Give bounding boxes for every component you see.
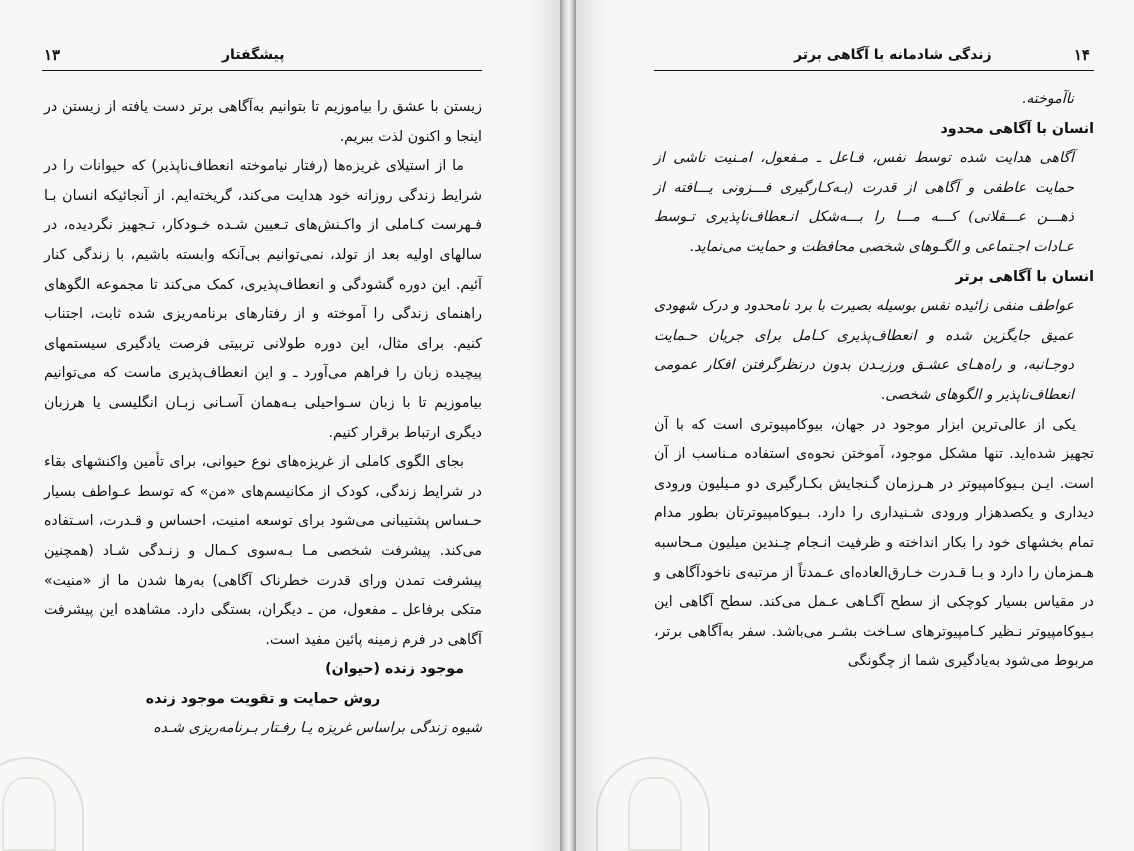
binding-shadow	[576, 0, 606, 851]
left-running-header	[42, 42, 482, 71]
right-running-header	[654, 42, 1094, 71]
italic-paragraph: عواطف منفی زائیده نفس بوسیله بصیرت با برد نامحدود و درک شهودی عمیق جایگزین شده و انعطاف‌پذیری کـامل برای جریان حـمایت دوجـانبه، و راه‌هـای عشـق ورزیـدن بدون درنظرگرفتن افکار عمومی انعطاف‌ناپذیر و الگوهای شخصی.	[654, 298, 1074, 403]
paragraph: زیستن با عشق را بیاموزیم تا بتوانیم به‌آگاهی برتر دست یافته از زیستن در اینجا و اکنون لذت ببریم.	[44, 99, 482, 145]
right-page	[576, 0, 1134, 851]
left-page-number: ۱۳	[44, 46, 61, 64]
right-body-text	[654, 85, 1094, 677]
left-body-text	[44, 93, 482, 744]
binding-shadow	[530, 0, 560, 851]
library-stamp-watermark	[596, 757, 710, 851]
library-stamp-watermark	[0, 757, 84, 851]
italic-paragraph: ناآموخته.	[1021, 91, 1074, 107]
section-heading: موجود زنده (حیوان)	[325, 661, 464, 678]
section-subheading: روش حمایت و تقویت موجود زنده	[145, 690, 381, 707]
section-heading: انسان با آگاهی محدود	[940, 120, 1094, 137]
paragraph: ما از استیلای غریزه‌ها (رفتار نیاموخته انعطاف‌ناپذیر) که حیوانات را در شرایط زندگی روزانه خود هدایت می‌کند، گریخته‌ایم. از آنجائیکه انسان بـا فـهرست کـاملی از واکـنش‌های تـعیین شـده خـودکار، تـجهیز نگردیده، در سالهای اولیه بعد از تولد، نمی‌توانیم بی‌آنکه وابسته باشیم، با زندگی کنار آئیم. این دوره گشودگی و انعطاف‌پذیری، کمک می‌کند تا مجموعه الگوهای راهنمای زندگی را آموخته و از رفتارهای برنامه‌ریزی شده ثابت، اجتناب کنیم. برای مثال، این دوره طولانی تربیتی فرصت یادگیری سیستمهای پیچیده زبان را فراهم می‌آورد ـ و این انعطاف‌پذیری ماست که می‌توانیم بیاموزیم تا با زبان سـواحیلی بـه‌همان آسـانی زبـان انگلیسی یا هرزبان دیگری ارتباط برقرار کنیم.	[44, 158, 482, 441]
paragraph: یکی از عالی‌ترین ابزار موجود در جهان، بیوکامپیوتری است که با آن تجهیز شده‌اید. تنها مشکل موجود، آموختن نحوه‌ی استفاده مـناسب از آن است. ایـن بـیوکامپیوتر در هـرزمان گـنجایش بکـارگیری دو مـیلیون ورودی دیداری و یکصدهزار ورودی شـنیداری را دارد. بـیوکامپیوترتان بطور مدام تمام بخشهای خود را بکار انداخته و ظرفیت انـجام چـندین میلیون مـحاسبه هـمزمان را دارد و بـا قـدرت خـارق‌العاده‌ای عـمدتاً از مرتبه‌ی ناخودآگاهی و در مقیاس بسیار کوچکی از سطح آگـاهی عـمل می‌کند. سطح آگاهی این بـیوکامپیوتر نـظیر کـامپیوترهای سـاخت بشـر می‌باشد. سفر به‌آگاهی برتر، مربوط می‌شود به‌یادگیری شما از چگونگی	[654, 416, 1094, 670]
italic-paragraph: آگاهی هدایت شده توسط نفس، فـاعل ـ مـفعول، امـنیت ناشی از حمایت عاطفی و آگاهی از قدرت (بـه‌کـارگیری فـــزونی یـــافته از ذهـــن عـــقلانی) کـــه مـــا را بـــه‌شکل انـعطاف‌ناپذیری تـوسط عـادات اجـتماعی و الگـوهای شخصی محافظت و حمایت می‌نماید.	[654, 150, 1074, 255]
left-running-title: پیشگفتار	[222, 47, 285, 63]
right-page-number: ۱۴	[1073, 46, 1090, 64]
book-spine-gutter	[560, 0, 576, 851]
left-page	[0, 0, 560, 851]
paragraph: بجای الگوی کاملی از غریزه‌های نوع حیوانی، برای تأمین واکنشهای بقاء در شرایط زندگی، کودک از مکانیسم‌های «من» که توسط عـواطف بسیار حـساس پشتیبانی می‌شود برای توسعه امنیت، احساس و قـدرت، اسـتفاده می‌کند. پیشرفت شخصی مـا بـه‌سوی کـمال و زنـدگی شـاد (همچنین پیشرفت تمدن ورای قدرت خطرناک آگاهی) به‌رها شدن ما از «منیت» متکی برفاعل ـ مفعول، من ـ دیگران، بستگی دارد. مشاهده این پیشرفت آگاهی در فرم زمینه پائین مفید است.	[44, 454, 482, 648]
right-running-title: زندگی شادمانه با آگاهی برتر	[794, 47, 992, 63]
italic-paragraph: شیوه زندگی براساس غریزه یـا رفـتار بـرنامه‌ریزی شـده	[153, 720, 482, 737]
section-heading: انسان با آگاهی برتر	[955, 268, 1094, 285]
